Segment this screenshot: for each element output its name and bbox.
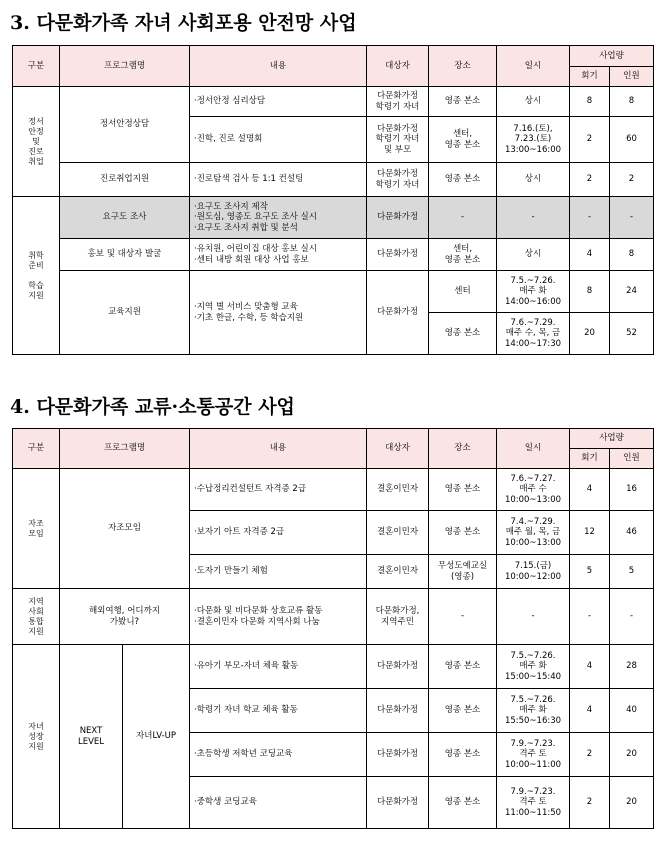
category-cell: 지역 사회 통합 지원	[13, 589, 60, 645]
schedule-cell: 상시	[497, 239, 570, 271]
category-cell: 정서 안정 및 진로 취업	[13, 87, 60, 197]
program-cell: 진로취업지원	[60, 163, 190, 197]
target-cell: 다문화가정	[367, 239, 429, 271]
sessions-cell: 4	[570, 239, 610, 271]
sessions-cell: 2	[570, 117, 610, 163]
people-cell: 40	[610, 689, 654, 733]
table-row	[13, 271, 654, 313]
place-cell: -	[429, 589, 497, 645]
schedule-cell: 7.6.~7.29. 매주 수, 목, 금 14:00~17:30	[497, 313, 570, 355]
content-cell: ·지역 별 서비스 맞춤형 교육 ·기초 한글, 수학, 등 학습지원	[190, 271, 367, 355]
people-cell: 28	[610, 645, 654, 689]
target-cell: 다문화가정 학령기 자녀	[367, 163, 429, 197]
place-cell: 영종 본소	[429, 163, 497, 197]
content-cell: ·초등학생 저학년 코딩교육	[190, 733, 367, 777]
header-target: 대상자	[367, 46, 429, 87]
place-cell: 영종 본소	[429, 645, 497, 689]
program-cell: NEXT LEVEL	[60, 645, 123, 829]
place-cell: 센터, 영종 본소	[429, 239, 497, 271]
people-cell: 8	[610, 87, 654, 117]
header-place: 장소	[429, 46, 497, 87]
schedule-cell: 7.16.(토), 7.23.(토) 13:00~16:00	[497, 117, 570, 163]
content-cell: ·중학생 코딩교육	[190, 777, 367, 829]
target-cell: 결혼이민자	[367, 511, 429, 555]
section3-table	[12, 45, 654, 355]
schedule-cell: 7.5.~7.26. 매주 화 14:00~16:00	[497, 271, 570, 313]
people-cell: -	[610, 589, 654, 645]
people-cell: -	[610, 197, 654, 239]
sessions-cell: 20	[570, 313, 610, 355]
sessions-cell: 8	[570, 271, 610, 313]
schedule-cell: 7.15.(금) 10:00~12:00	[497, 555, 570, 589]
category-cell: 자녀 성장 지원	[13, 645, 60, 829]
sessions-cell: 5	[570, 555, 610, 589]
content-cell: ·다문화 및 비다문화 상호교류 활동 ·결혼이민자 다문화 지역사회 나눔	[190, 589, 367, 645]
category-cell: 취학 준비 학습 지원	[13, 197, 60, 355]
schedule-cell: 7.9.~7.23. 격주 토 10:00~11:00	[497, 733, 570, 777]
table-row	[13, 239, 654, 271]
people-cell: 52	[610, 313, 654, 355]
header-category: 구분	[13, 429, 60, 469]
sessions-cell: 4	[570, 645, 610, 689]
target-cell: 다문화가정	[367, 197, 429, 239]
header-content: 내용	[190, 46, 367, 87]
target-cell: 다문화가정 학령기 자녀 및 부모	[367, 117, 429, 163]
header-place: 장소	[429, 429, 497, 469]
schedule-cell: -	[497, 589, 570, 645]
table-row	[13, 87, 654, 117]
target-cell: 다문화가정	[367, 271, 429, 355]
people-cell: 16	[610, 469, 654, 511]
category-cell: 자조 모임	[13, 469, 60, 589]
program-cell: 자조모임	[60, 469, 190, 589]
program-cell: 정서안정상담	[60, 87, 190, 163]
place-cell: 영종 본소	[429, 733, 497, 777]
people-cell: 60	[610, 117, 654, 163]
program-cell: 요구도 조사	[60, 197, 190, 239]
content-cell: ·요구도 조사지 제작 ·원도심, 영종도 요구도 조사 실시 ·요구도 조사지 취합 및 분석	[190, 197, 367, 239]
people-cell: 20	[610, 777, 654, 829]
table-row	[13, 645, 654, 689]
section4-table	[12, 428, 654, 829]
people-cell: 2	[610, 163, 654, 197]
header-people: 인원	[610, 449, 654, 469]
target-cell: 결혼이민자	[367, 469, 429, 511]
schedule-cell: -	[497, 197, 570, 239]
header-category: 구분	[13, 46, 60, 87]
place-cell: -	[429, 197, 497, 239]
target-cell: 다문화가정	[367, 645, 429, 689]
people-cell: 24	[610, 271, 654, 313]
sessions-cell: -	[570, 589, 610, 645]
people-cell: 46	[610, 511, 654, 555]
content-cell: ·진학, 진로 설명회	[190, 117, 367, 163]
content-cell: ·학령기 자녀 학교 체육 활동	[190, 689, 367, 733]
header-scale: 사업량	[570, 46, 654, 67]
target-cell: 다문화가정	[367, 689, 429, 733]
header-program: 프로그램명	[60, 46, 190, 87]
schedule-cell: 상시	[497, 163, 570, 197]
place-cell: 영종 본소	[429, 469, 497, 511]
table-row	[13, 163, 654, 197]
schedule-cell: 상시	[497, 87, 570, 117]
sessions-cell: 8	[570, 87, 610, 117]
section3-title: 3. 다문화가족 자녀 사회포용 안전망 사업	[10, 12, 357, 34]
program-cell: 해외여행, 어디까지 가봤니?	[60, 589, 190, 645]
header-content: 내용	[190, 429, 367, 469]
sessions-cell: 4	[570, 689, 610, 733]
people-cell: 20	[610, 733, 654, 777]
content-cell: ·도자기 만들기 체험	[190, 555, 367, 589]
place-cell: 센터	[429, 271, 497, 313]
subprogram-cell: 자녀LV-UP	[123, 645, 190, 829]
header-sessions: 회기	[570, 449, 610, 469]
content-cell: ·정서안정 심리상담	[190, 87, 367, 117]
content-cell: ·유아기 부모-자녀 체육 활동	[190, 645, 367, 689]
program-cell: 홍보 및 대상자 발굴	[60, 239, 190, 271]
sessions-cell: 2	[570, 777, 610, 829]
header-scale: 사업량	[570, 429, 654, 449]
people-cell: 8	[610, 239, 654, 271]
program-cell: 교육지원	[60, 271, 190, 355]
sessions-cell: -	[570, 197, 610, 239]
section4-title: 4. 다문화가족 교류·소통공간 사업	[10, 396, 295, 418]
header-target: 대상자	[367, 429, 429, 469]
target-cell: 다문화가정	[367, 733, 429, 777]
schedule-cell: 7.5.~7.26. 매주 화 15:00~15:40	[497, 645, 570, 689]
header-sessions: 회기	[570, 67, 610, 87]
place-cell: 센터, 영종 본소	[429, 117, 497, 163]
target-cell: 다문화가정 학령기 자녀	[367, 87, 429, 117]
sessions-cell: 2	[570, 163, 610, 197]
header-people: 인원	[610, 67, 654, 87]
target-cell: 결혼이민자	[367, 555, 429, 589]
place-cell: 영종 본소	[429, 511, 497, 555]
content-cell: ·진로탐색 검사 등 1:1 컨설팅	[190, 163, 367, 197]
table-row	[13, 469, 654, 511]
header-schedule: 일시	[497, 429, 570, 469]
sessions-cell: 4	[570, 469, 610, 511]
target-cell: 다문화가정, 지역주민	[367, 589, 429, 645]
schedule-cell: 7.6.~7.27. 매주 수 10:00~13:00	[497, 469, 570, 511]
table-row	[13, 197, 654, 239]
place-cell: 영종 본소	[429, 87, 497, 117]
schedule-cell: 7.5.~7.26. 매주 화 15:50~16:30	[497, 689, 570, 733]
place-cell: 영종 본소	[429, 313, 497, 355]
header-program: 프로그램명	[60, 429, 190, 469]
sessions-cell: 12	[570, 511, 610, 555]
content-cell: ·유치원, 어린이집 대상 홍보 실시 ·센터 내방 회원 대상 사업 홍보	[190, 239, 367, 271]
schedule-cell: 7.9.~7.23. 격주 토 11:00~11:50	[497, 777, 570, 829]
place-cell: 영종 본소	[429, 689, 497, 733]
schedule-cell: 7.4.~7.29. 매주 월, 목, 금 10:00~13:00	[497, 511, 570, 555]
header-schedule: 일시	[497, 46, 570, 87]
target-cell: 다문화가정	[367, 777, 429, 829]
content-cell: ·보자기 아트 자격증 2급	[190, 511, 367, 555]
people-cell: 5	[610, 555, 654, 589]
table-row	[13, 589, 654, 645]
place-cell: 영종 본소	[429, 777, 497, 829]
sessions-cell: 2	[570, 733, 610, 777]
place-cell: 무성도예교실 (영종)	[429, 555, 497, 589]
content-cell: ·수납정리컨설턴트 자격증 2급	[190, 469, 367, 511]
